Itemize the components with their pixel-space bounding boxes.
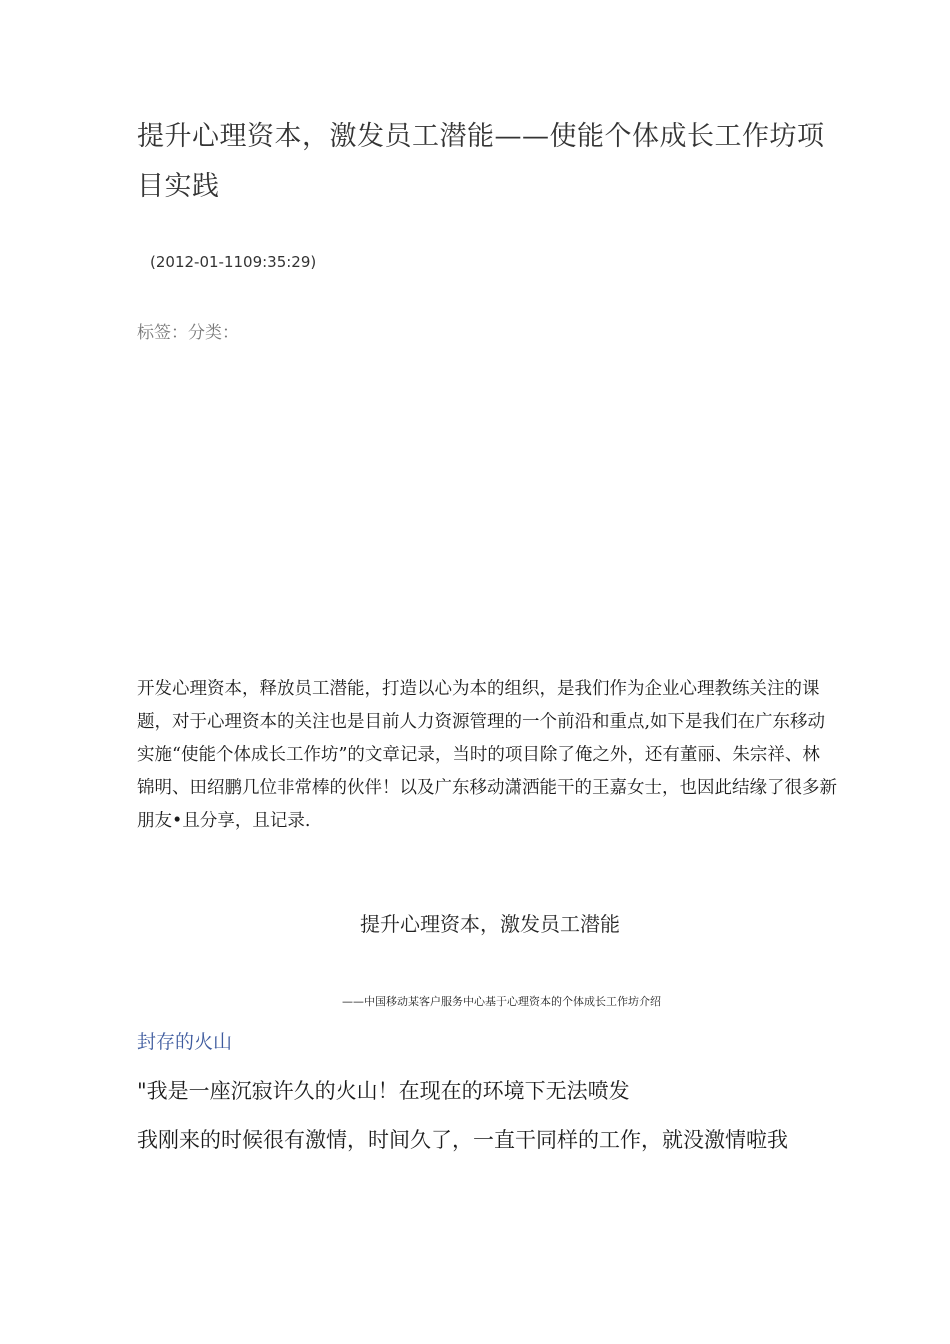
- intro-paragraph: 开发心理资本，释放员工潜能，打造以心为本的组织，是我们作为企业心理教练关注的课题，对于心理资本的关注也是目前人力资源管理的一个前沿和重点,如下是我们在广东移动实施“使能个体成长工作坊”的文章记录，当时的项目除了俺之外，还有董丽、朱宗祥、林锦明、田绍鹏几位非常棒的伙伴！以及广东移动潇洒能干的王嘉女士，也因此结缘了很多新朋友•且分享，且记录.: [137, 679, 837, 831]
- tags-category-line: 标签：分类：: [137, 323, 239, 343]
- document-title: 提升心理资本，激发员工潜能——使能个体成长工作坊项目实践: [137, 121, 825, 202]
- body-line: 我刚来的时候很有激情，时间久了，一直干同样的工作，就没激情啦我: [137, 1128, 788, 1152]
- section-heading: 封存的火山: [137, 1031, 233, 1053]
- body-line: "我是一座沉寂许久的火山！在现在的环境下无法喷发: [137, 1079, 630, 1103]
- post-datetime: (2012-01-1109:35:29): [150, 253, 317, 271]
- article-byline: ——中国移动某客户服务中心基于心理资本的个体成长工作坊介绍: [342, 995, 661, 1008]
- article-title: 提升心理资本，激发员工潜能: [360, 912, 620, 936]
